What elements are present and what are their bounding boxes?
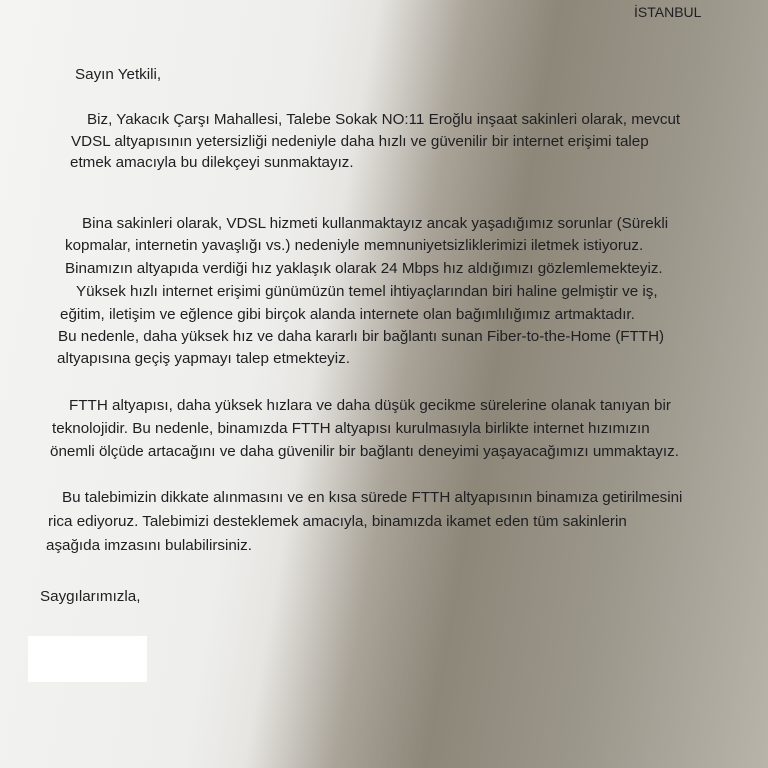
paragraph-3-line: eğitim, iletişim ve eğlence gibi birçok alanda internete olan bağımlılığımız artmaktadır. bbox=[60, 306, 635, 323]
paragraph-4-line: önemli ölçüde artacağını ve daha güvenilir bir bağlantı deneyimi yaşayacağımızı ummaktayız. bbox=[50, 443, 679, 460]
paragraph-3-line: Yüksek hızlı internet erişimi günümüzün temel ihtiyaçlarından biri haline gelmiştir ve iş, bbox=[76, 283, 658, 300]
paragraph-5-line: aşağıda imzasını bulabilirsiniz. bbox=[46, 537, 252, 554]
paragraph-3-line: Bu nedenle, daha yüksek hız ve daha kararlı bir bağlantı sunan Fiber-to-the-Home (FTTH) bbox=[58, 328, 665, 345]
salutation: Sayın Yetkili, bbox=[75, 66, 162, 83]
redacted-signature-block bbox=[28, 636, 147, 682]
paragraph-4-line: FTTH altyapısı, daha yüksek hızlara ve daha düşük gecikme sürelerine olanak tanıyan bir bbox=[69, 397, 671, 414]
paragraph-4-line: teknolojidir. Bu nedenle, binamızda FTTH altyapısı kurulmasıyla birlikte internet hızımızın bbox=[52, 420, 650, 437]
paragraph-5-line: Bu talebimizin dikkate alınmasını ve en kısa sürede FTTH altyapısının binamıza getirilmesini bbox=[62, 489, 683, 506]
closing: Saygılarımızla, bbox=[40, 588, 141, 605]
paragraph-1-line: VDSL altyapısının yetersizliği nedeniyle daha hızlı ve güvenilir bir internet erişimi talep bbox=[71, 133, 649, 150]
city-header: İSTANBUL bbox=[634, 4, 702, 20]
paragraph-2-line: Bina sakinleri olarak, VDSL hizmeti kullanmaktayız ancak yaşadığımız sorunlar (Sürekli bbox=[82, 215, 669, 232]
paragraph-2-line: kopmalar, internetin yavaşlığı vs.) nedeniyle memnuniyetsizliklerimizi iletmek istiyoruz. bbox=[65, 237, 644, 254]
paragraph-2-line: Binamızın altyapıda verdiği hız yaklaşık olarak 24 Mbps hız aldığımızı gözlemlemekteyiz. bbox=[65, 260, 663, 277]
paragraph-1-line: Biz, Yakacık Çarşı Mahallesi, Talebe Sokak NO:11 Eroğlu inşaat sakinleri olarak, mevcut bbox=[87, 111, 681, 128]
paragraph-5-line: rica ediyoruz. Talebimizi desteklemek amacıyla, binamızda ikamet eden tüm sakinlerin bbox=[48, 513, 627, 530]
paragraph-3-line: altyapısına geçiş yapmayı talep etmekteyiz. bbox=[57, 350, 350, 367]
paragraph-1-line: etmek amacıyla bu dilekçeyi sunmaktayız. bbox=[70, 154, 354, 171]
